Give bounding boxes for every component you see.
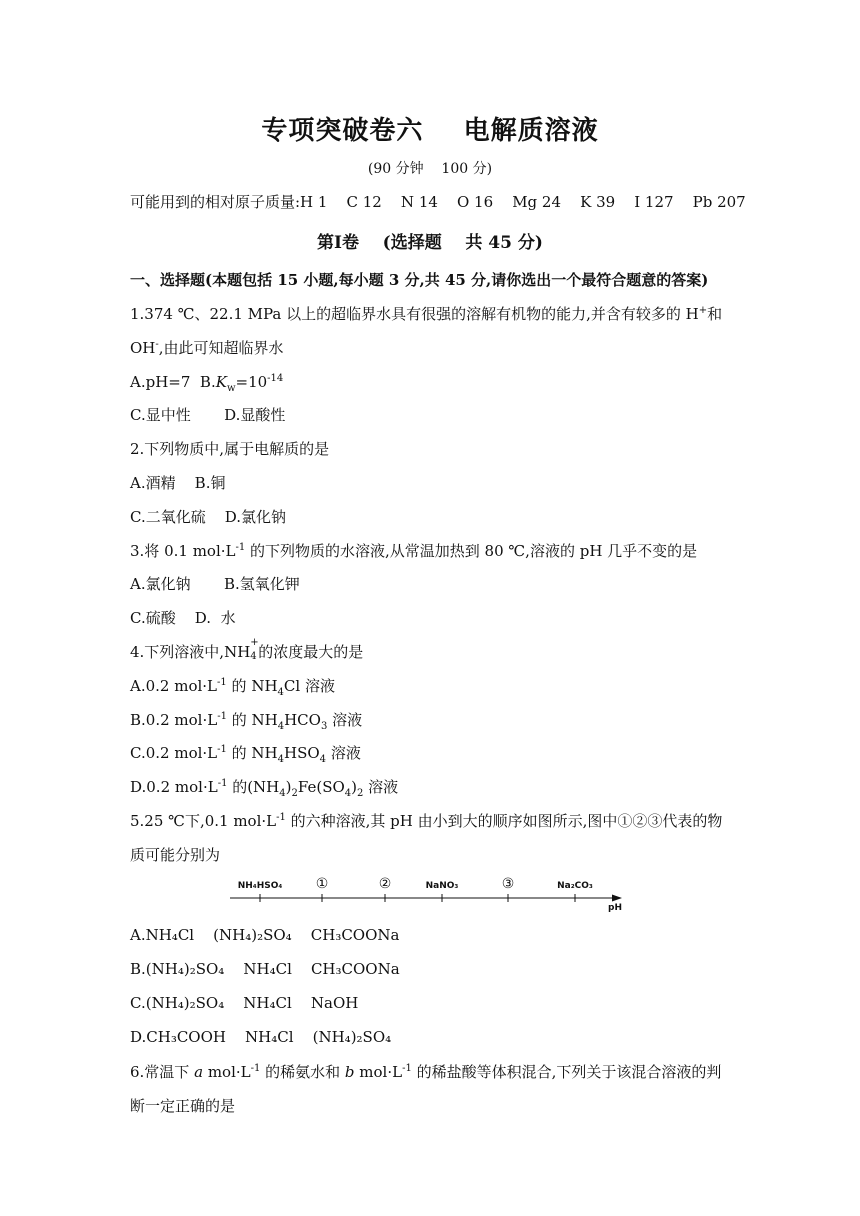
question-2-options-ab: A.酒精 B.铜 [130,474,226,492]
question-4-option-b: B.0.2 $mol\cdot L^{-1}$ 的 $NH_4HCO_3$ 溶液 [130,711,363,732]
ph-scale-label: ① [315,876,329,892]
question-4-option-a: A.0.2 $mol\cdot L^{-1}$ 的 $NH_4Cl$ 溶液 [130,677,335,698]
atomic-masses-note: 可能用到的相对原子质量:H 1 C 12 N 14 O 16 Mg 24 K 39 I 127 Pb 207 [130,193,746,211]
question-1-options-ab: A.pH=7 $B.K_w=10^{-14}$ [130,373,284,394]
ph-axis-label: pH [608,903,622,912]
question-1-options-cd: C.显中性 D.显酸性 [130,406,286,424]
question-6-stem-line2: 断一定正确的是 [130,1097,236,1115]
question-5-stem-line2: 质可能分别为 [130,846,221,864]
ph-order-scale-graphic [230,872,630,912]
question-4-stem: 4.下列溶液中,NH + 4 的浓度最大的是 [130,637,364,662]
ph-scale-label: Na₂CO₃ [557,881,593,891]
question-4-option-c: C.0.2 $mol\cdot L^{-1}$ 的 $NH_4HSO_4$ 溶液 [130,744,361,765]
question-5-option-d: D.CH₃COOH NH₄Cl (NH₄)₂SO₄ [130,1028,392,1046]
ph-scale-label: NH₄HSO₄ [237,881,283,891]
ph-scale-label: ② [378,876,392,892]
question-3-stem: 3.将 0.1 $mol\cdot L^{-1}$ 的下列物质的水溶液,从常温加热到 80 ℃,溶液的 pH 几乎不变的是 [130,542,698,560]
ph-axis-arrow-icon [612,895,622,902]
page-title: 专项突破卷六 电解质溶液 [261,116,599,146]
ph-order-scale [230,872,630,912]
question-1-stem-line1: 1.374 ℃、22.1 MPa 以上的超临界水具有很强的溶解有机物的能力,并含有较多的 H+和 [130,305,723,323]
question-5-option-b: B.(NH₄)₂SO₄ NH₄Cl CH₃COONa [130,960,400,978]
question-3-options-cd: C.硫酸 D. 水 [130,609,236,627]
ph-scale-label: NaNO₃ [425,881,459,891]
question-1-stem-line2: OH-,由此可知超临界水 [130,339,284,357]
question-2-options-cd: C.二氧化硫 D.氯化钠 [130,508,287,526]
ph-scale-label: ③ [501,876,515,892]
question-5-stem-line1: 5.25 ℃下,0.1 $mol\cdot L^{-1}$ 的六种溶液,其 pH 由小到大的顺序如图所示,图中①②③代表的物 [130,812,723,830]
question-2-stem: 2.下列物质中,属于电解质的是 [130,440,330,458]
question-5-option-c: C.(NH₄)₂SO₄ NH₄Cl NaOH [130,994,359,1012]
question-6-stem-line1: 6.常温下 a $mol\cdot L^{-1}$ 的稀氨水和 b $mol\cdot L^{-1}$ 的稀盐酸等体积混合,下列关于该混合溶液的判 [130,1063,722,1081]
section-instructions: 一、选择题(本题包括 15 小题,每小题 3 分,共 45 分,请你选出一个最符合题意的答案) [130,271,709,289]
question-5-option-a: A.NH₄Cl (NH₄)₂SO₄ CH₃COONa [130,926,400,944]
question-4-option-d: D.0.2 $mol\cdot L^{-1}$ 的$(NH_4)_2Fe(SO_4)_2$ 溶液 [130,778,399,799]
exam-duration-score: (90 分钟 100 分) [367,161,493,177]
section-heading: 第Ⅰ卷 (选择题 共 45 分) [317,233,543,253]
question-3-options-ab: A.氯化钠 B.氢氧化钾 [130,575,300,593]
